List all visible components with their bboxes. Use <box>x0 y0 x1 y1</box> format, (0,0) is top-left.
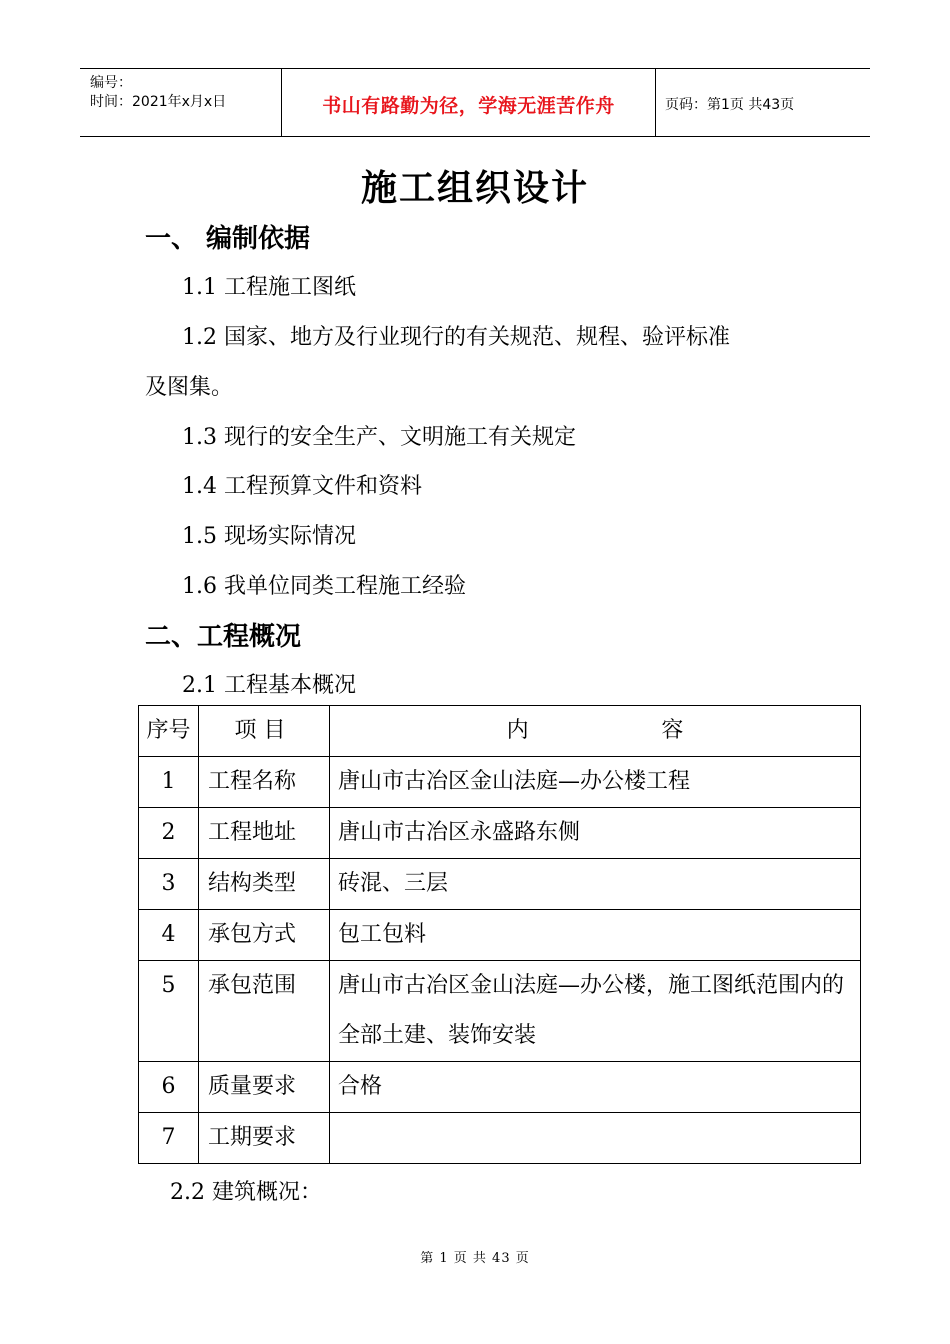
row-item: 结构类型 <box>199 859 330 910</box>
table-row <box>139 910 861 961</box>
table-row <box>139 961 861 1062</box>
time-label: 时间：2021年x月x日 <box>90 94 227 110</box>
row-number: 2 <box>139 808 199 859</box>
row-number: 7 <box>139 1113 199 1164</box>
section-heading-basis: 一、 编制依据 <box>145 224 311 254</box>
table-row <box>139 1062 861 1113</box>
row-number: 5 <box>139 961 199 1062</box>
row-number: 6 <box>139 1062 199 1113</box>
project-overview-table <box>138 705 861 1164</box>
subsection-building-overview: 2.2 建筑概况： <box>170 1180 322 1205</box>
row-item: 质量要求 <box>199 1062 330 1113</box>
table-row <box>139 859 861 910</box>
table-row <box>139 757 861 808</box>
header-page-cell <box>655 69 870 136</box>
row-content: 砖混、三层 <box>330 859 861 910</box>
basis-item: 1.4 工程预算文件和资料 <box>182 474 422 499</box>
motto-text: 书山有路勤为径，学海无涯苦作舟 <box>322 95 615 117</box>
basis-item: 1.6 我单位同类工程施工经验 <box>182 574 466 599</box>
column-header-number: 序号 <box>139 706 199 757</box>
row-item: 承包范围 <box>199 961 330 1062</box>
number-label: 编号： <box>90 75 132 91</box>
page-label: 页码：第1页 共43页 <box>665 97 795 113</box>
row-content: 唐山市古冶区永盛路东侧 <box>330 808 861 859</box>
row-number: 3 <box>139 859 199 910</box>
basis-item: 1.2 国家、地方及行业现行的有关规范、规程、验评标准 <box>182 325 730 350</box>
row-number: 4 <box>139 910 199 961</box>
page-footer: 第 1 页 共 43 页 <box>420 1251 530 1266</box>
row-content: 唐山市古冶区金山法庭—办公楼，施工图纸范围内的全部土建、装饰安装 <box>330 961 861 1062</box>
document-header <box>80 68 870 137</box>
row-item: 工期要求 <box>199 1113 330 1164</box>
row-item: 工程地址 <box>199 808 330 859</box>
row-content: 包工包料 <box>330 910 861 961</box>
row-content: 唐山市古冶区金山法庭—办公楼工程 <box>330 757 861 808</box>
row-number: 1 <box>139 757 199 808</box>
basis-item-continuation: 及图集。 <box>145 375 234 400</box>
column-header-item: 项 目 <box>199 706 330 757</box>
header-motto-cell <box>281 69 656 136</box>
section-heading-overview: 二、工程概况 <box>145 622 302 652</box>
page-title: 施工组织设计 <box>360 167 589 209</box>
row-item: 工程名称 <box>199 757 330 808</box>
row-content: 合格 <box>330 1062 861 1113</box>
row-content <box>330 1113 861 1164</box>
subsection-basic-overview: 2.1 工程基本概况 <box>182 673 356 698</box>
table-header-row <box>139 706 861 757</box>
row-item: 承包方式 <box>199 910 330 961</box>
header-meta-cell <box>80 69 281 136</box>
basis-item: 1.3 现行的安全生产、文明施工有关规定 <box>182 425 576 450</box>
table-row <box>139 1113 861 1164</box>
table-row <box>139 808 861 859</box>
column-header-content: 内 容 <box>330 706 861 757</box>
basis-item: 1.5 现场实际情况 <box>182 524 356 549</box>
basis-item: 1.1 工程施工图纸 <box>182 275 356 300</box>
